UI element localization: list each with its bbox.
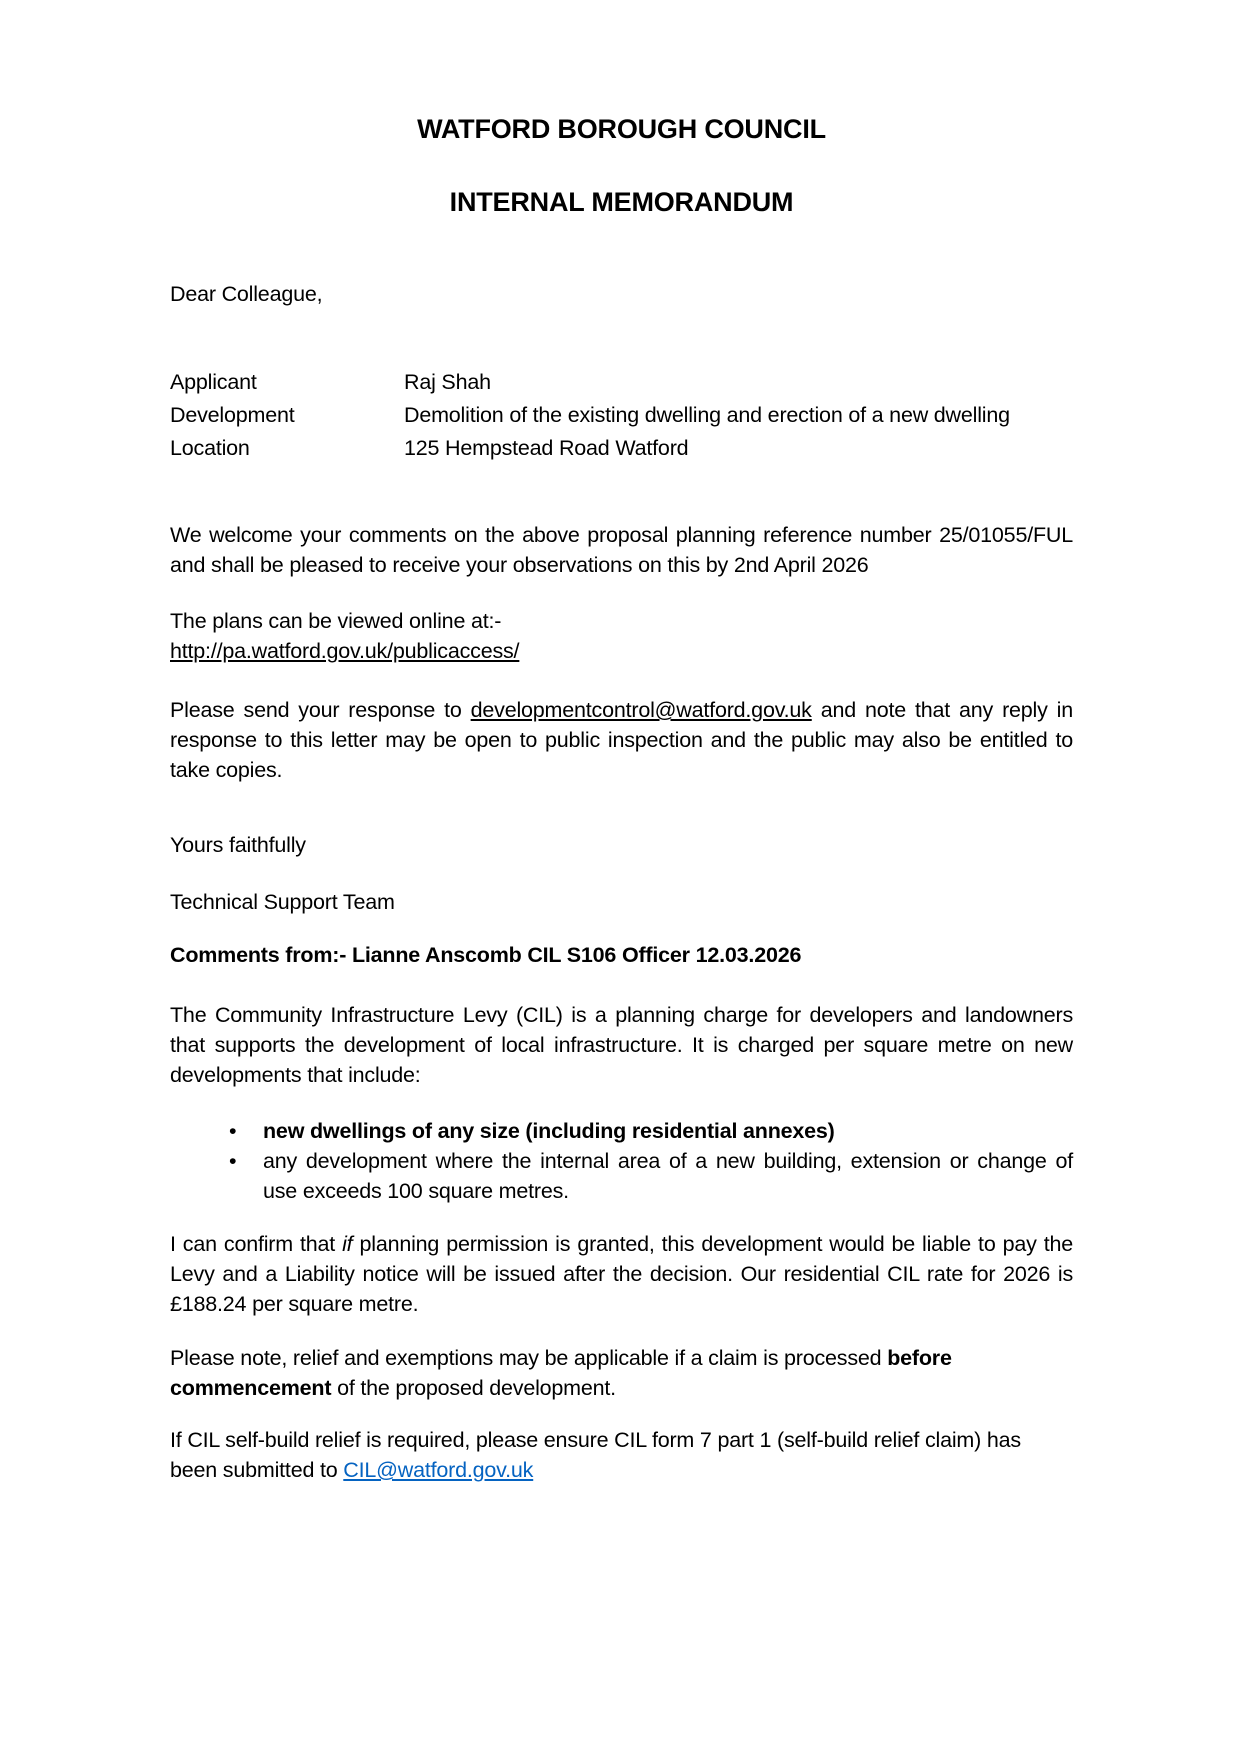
bullet-text-new-dwellings: new dwellings of any size (including residential annexes) [263,1119,835,1143]
applicant-label: Applicant [170,370,257,394]
applicant-value: Raj Shah [404,370,491,394]
application-details [170,366,1073,465]
response-paragraph [170,695,1073,785]
response-text-post: and note that any reply in response to this letter may be open to public inspection and the public may also be entitled to take copies. [170,698,1073,782]
plans-url-link[interactable]: http://pa.watford.gov.uk/publicaccess/ [170,639,520,663]
detail-row-applicant [170,366,1073,399]
plans-paragraph [170,606,1073,666]
bullet-text-internal-area: any development where the internal area of a new building, extension or change of use exceeds 100 square metres. [263,1149,1073,1203]
confirm-text-post: planning permission is granted, this development would be liable to pay the Levy and a Liability notice will be issued after the decision. Our residential CIL rate for 2026 is £188.24 per square metre. [170,1232,1073,1316]
detail-row-location [170,432,1073,465]
development-control-email-link[interactable]: developmentcontrol@watford.gov.uk [470,698,812,722]
selfbuild-paragraph [170,1425,1073,1485]
location-label: Location [170,436,250,460]
confirm-paragraph [170,1229,1073,1319]
cil-email-link[interactable]: CIL@watford.gov.uk [343,1458,534,1482]
bullet-icon: • [229,1149,237,1173]
bullet-icon: • [229,1119,237,1143]
cil-intro-paragraph: The Community Infrastructure Levy (CIL) is a planning charge for developers and landowners that supports the development of local infrastructure. It is charged per square metre on new developments that include: [170,1003,1073,1087]
valediction: Yours faithfully [170,833,306,857]
selfbuild-text-pre: If CIL self-build relief is required, please ensure CIL form 7 part 1 (self-build relief claim) has been submitted to [170,1428,1021,1482]
list-item [170,1116,1073,1146]
confirm-text-pre: I can confirm that [170,1232,343,1256]
confirm-italic-word: if [342,1232,353,1256]
relief-paragraph [170,1343,1073,1403]
response-text-pre: Please send your response to [170,698,471,722]
development-label: Development [170,403,295,427]
salutation: Dear Colleague, [170,282,323,306]
list-item [170,1146,1073,1206]
relief-text-post: of the proposed development. [331,1376,616,1400]
detail-row-development [170,399,1073,432]
doc-type-title: INTERNAL MEMORANDUM [449,187,794,217]
relief-bold-phrase: before commencement [170,1346,952,1400]
relief-text-pre: Please note, relief and exemptions may be applicable if a claim is processed [170,1346,888,1370]
development-value: Demolition of the existing dwelling and erection of a new dwelling [404,403,1010,427]
cil-bullet-list [170,1116,1073,1206]
org-title: WATFORD BOROUGH COUNCIL [417,114,826,144]
signoff-team: Technical Support Team [170,890,395,914]
location-value: 125 Hempstead Road Watford [404,436,689,460]
plans-intro-text: The plans can be viewed online at:- [170,609,502,633]
welcome-paragraph: We welcome your comments on the above proposal planning reference number 25/01055/FUL and shall be pleased to receive your observations on this by 2nd April 2026 [170,523,1073,577]
comments-heading: Comments from:- Lianne Anscomb CIL S106 Officer 12.03.2026 [170,943,802,967]
